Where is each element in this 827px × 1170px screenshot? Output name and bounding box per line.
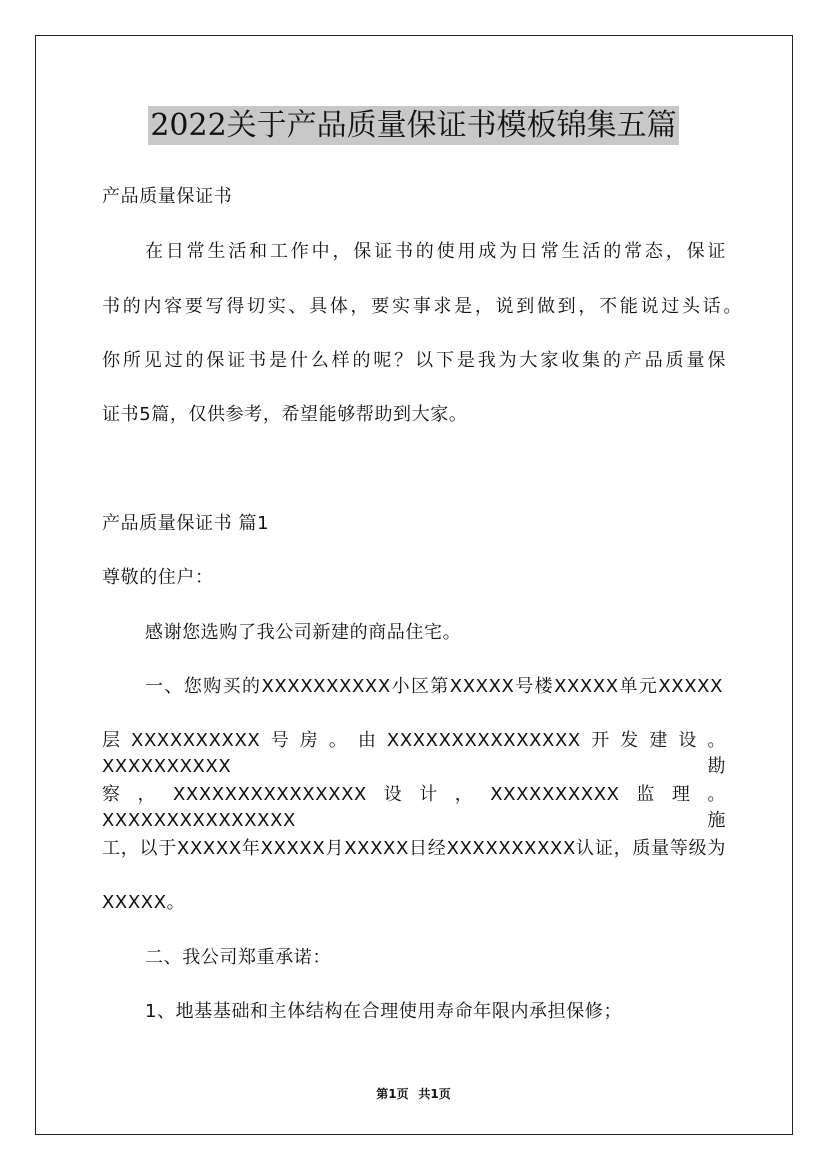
clause1-line-4: 工，以于XXXXX年XXXXX月XXXXX日经XXXXXXXXXX认证，质量等级为	[102, 838, 726, 859]
section-heading: 产品质量保证书	[102, 186, 233, 207]
thanks-line: 感谢您选购了我公司新建的商品住宅。	[145, 622, 462, 643]
salutation: 尊敬的住户：	[102, 567, 214, 588]
page-number: 第1页	[376, 1087, 409, 1101]
clause1-line-5: XXXXX。	[102, 892, 186, 913]
clause1-line-1: 一、您购买的XXXXXXXXXX小区第XXXXX号楼XXXXX单元XXXXX	[145, 676, 723, 697]
intro-line-4: 证书5篇，仅供参考，希望能够帮助到大家。	[102, 404, 468, 425]
intro-line-2: 书的内容要写得切实、具体，要实事求是，说到做到，不能说过头话。	[102, 296, 742, 317]
clause1-line-3: 察，XXXXXXXXXXXXXXX设计，XXXXXXXXXX监理。XXXXXXXXXXXXXXX施	[102, 784, 726, 831]
document-title: 2022关于产品质量保证书模板锦集五篇	[150, 108, 677, 143]
page-footer	[0, 1085, 827, 1102]
clause1-line-2: 层XXXXXXXXXX号房。由XXXXXXXXXXXXXXX开发建设。XXXXXXXXXX勘	[102, 730, 726, 777]
intro-line-3: 你所见过的保证书是什么样的呢？以下是我为大家收集的产品质量保	[102, 350, 726, 371]
item1-line: 1、地基基础和主体结构在合理使用寿命年限内承担保修；	[145, 1001, 623, 1022]
intro-line-1: 在日常生活和工作中，保证书的使用成为日常生活的常态，保证	[145, 241, 726, 262]
document-title-container	[0, 100, 827, 144]
clause2-line: 二、我公司郑重承诺：	[145, 947, 331, 968]
total-pages: 共1页	[418, 1087, 451, 1101]
article-heading: 产品质量保证书 篇1	[102, 513, 270, 534]
